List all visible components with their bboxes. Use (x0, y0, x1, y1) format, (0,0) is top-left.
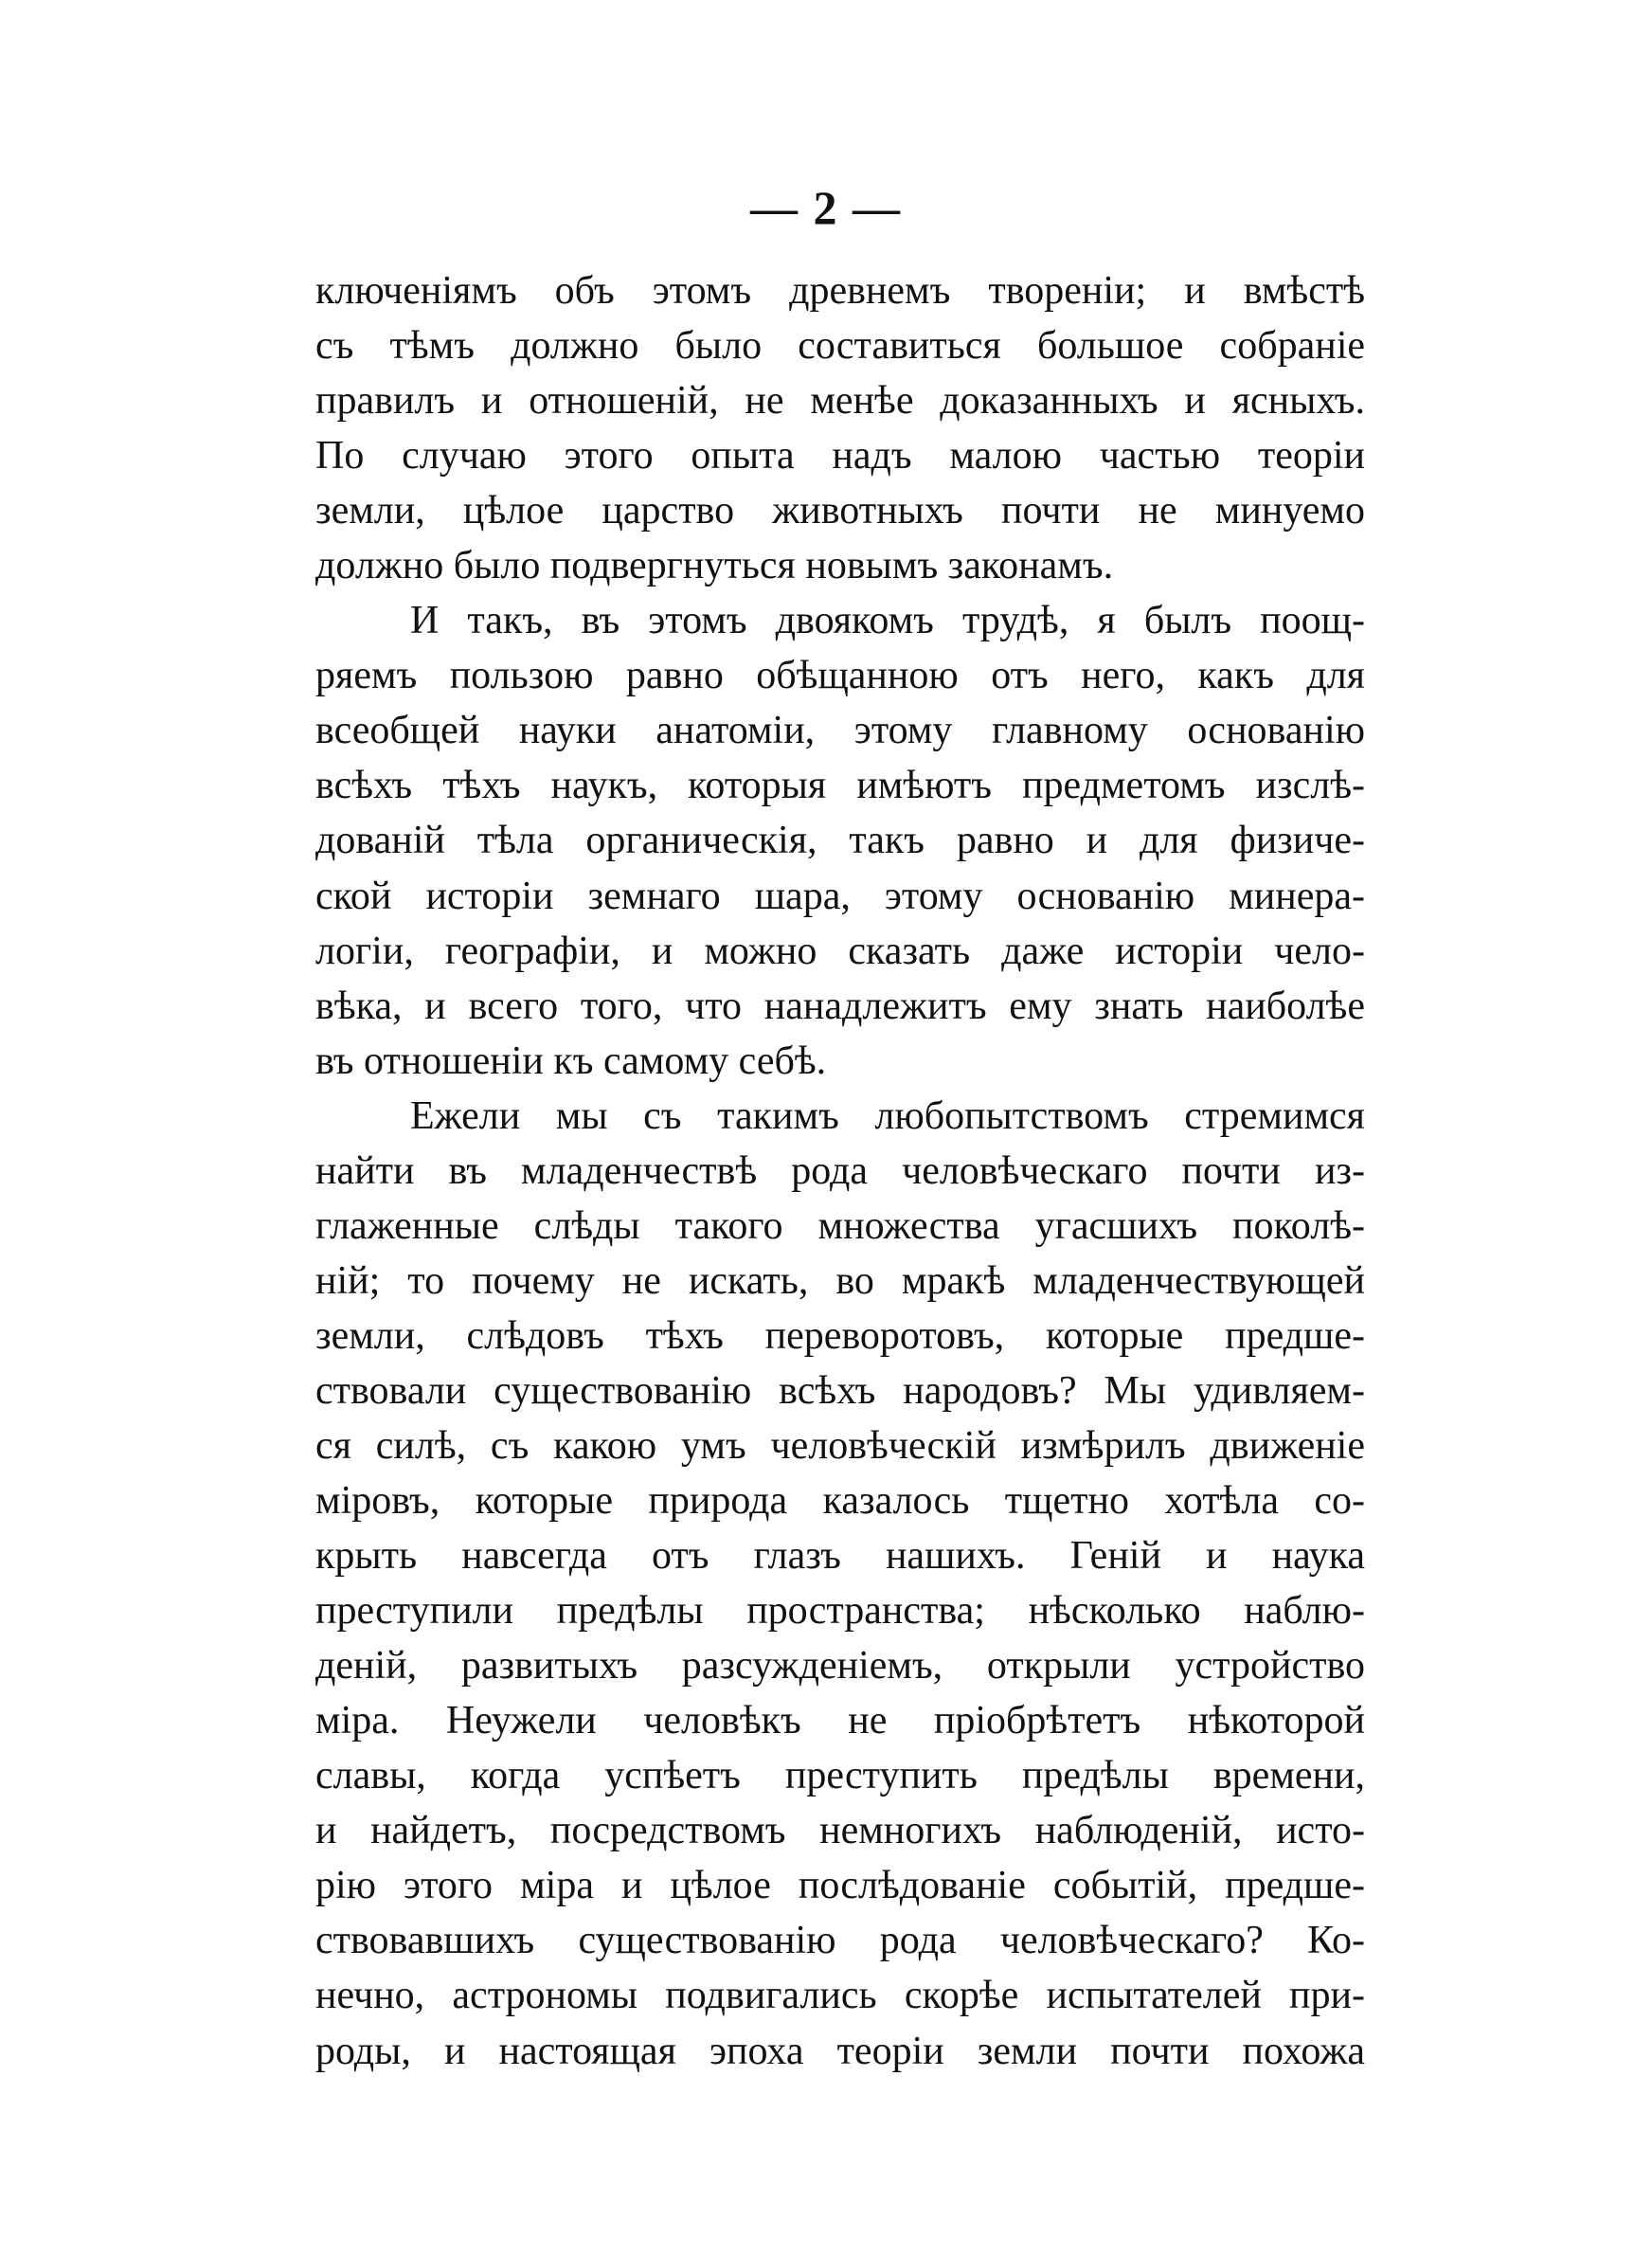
text-line: правилъ и отношеній, не менѣе доказанныхъ и ясныхъ. (315, 379, 1365, 424)
text-line: глаженные слѣды такого множества угасшихъ поколѣ- (315, 1203, 1365, 1248)
text-line: По случаю этого опыта надъ малою частью теоріи (315, 434, 1365, 478)
text-line: и найдетъ, посредствомъ немногихъ наблюденій, исто- (315, 1809, 1365, 1853)
text-line: съ тѣмъ должно было составиться большое собраніе (315, 324, 1365, 369)
text-line: міра. Неужели человѣкъ не пріобрѣтетъ нѣкоторой (315, 1699, 1365, 1743)
text-line: ствовали существованію всѣхъ народовъ? Мы удивляем- (315, 1368, 1365, 1413)
text-line: логіи, географіи, и можно сказать даже исторіи чело- (315, 929, 1365, 973)
text-line: ній; то почему не искать, во мракѣ младенчествующей (315, 1258, 1365, 1303)
text-line: крыть навсегда отъ глазъ нашихъ. Геній и наука (315, 1534, 1365, 1579)
page-number: — 2 — (750, 181, 902, 234)
text-line: ской исторіи земнаго шара, этому основанію минера- (315, 874, 1365, 918)
text-line: славы, когда успѣетъ преступить предѣлы времени, (315, 1754, 1365, 1798)
text-line: всѣхъ тѣхъ наукъ, которыя имѣютъ предметомъ изслѣ- (315, 764, 1365, 808)
text-line: земли, цѣлое царство животныхъ почти не минуемо (315, 489, 1365, 533)
text-line: преступили предѣлы пространства; нѣсколько наблю- (315, 1589, 1365, 1634)
text-line: должно было подвергнуться новымъ законамъ. (315, 544, 1114, 588)
text-line: найти въ младенчествѣ рода человѣческаго почти из- (315, 1148, 1365, 1193)
text-line: дованій тѣла органическія, такъ равно и для физиче- (315, 819, 1365, 863)
paragraph (315, 263, 1365, 593)
body-text (315, 263, 1365, 2079)
text-line: ствовавшихъ существованію рода человѣческаго? Ко- (315, 1919, 1365, 1963)
text-line: И такъ, въ этомъ двоякомъ трудѣ, я былъ поощ- (410, 599, 1365, 643)
text-line: міровъ, которые природа казалось тщетно хотѣла со- (315, 1479, 1365, 1524)
text-line: ряемъ пользою равно обѣщанною отъ него, какъ для (315, 654, 1365, 698)
text-line: роды, и настоящая эпоха теоріи земли почти похожа (315, 2029, 1365, 2073)
paragraph (315, 1089, 1365, 2079)
text-line: рію этого міра и цѣлое послѣдованіе событій, предше- (315, 1864, 1365, 1908)
text-line: Ежели мы съ такимъ любопытствомъ стремимся (410, 1093, 1365, 1138)
text-line: ся силѣ, съ какою умъ человѣческій измѣрилъ движеніе (315, 1423, 1365, 1468)
text-line: ключеніямъ объ этомъ древнемъ твореніи; и вмѣстѣ (315, 269, 1365, 313)
text-line: деній, развитыхъ разсужденіемъ, открыли устройство (315, 1644, 1365, 1688)
text-line: въ отношеніи къ самому себѣ. (315, 1038, 827, 1083)
paragraph (315, 593, 1365, 1088)
text-line: вѣка, и всего того, что нанадлежитъ ему знать наиболѣе (315, 984, 1365, 1028)
text-line: земли, слѣдовъ тѣхъ переворотовъ, которые предше- (315, 1313, 1365, 1358)
text-line: всеобщей науки анатоміи, этому главному основанію (315, 709, 1365, 753)
text-line: нечно, астрономы подвигались скорѣе испытателей при- (315, 1974, 1365, 2018)
